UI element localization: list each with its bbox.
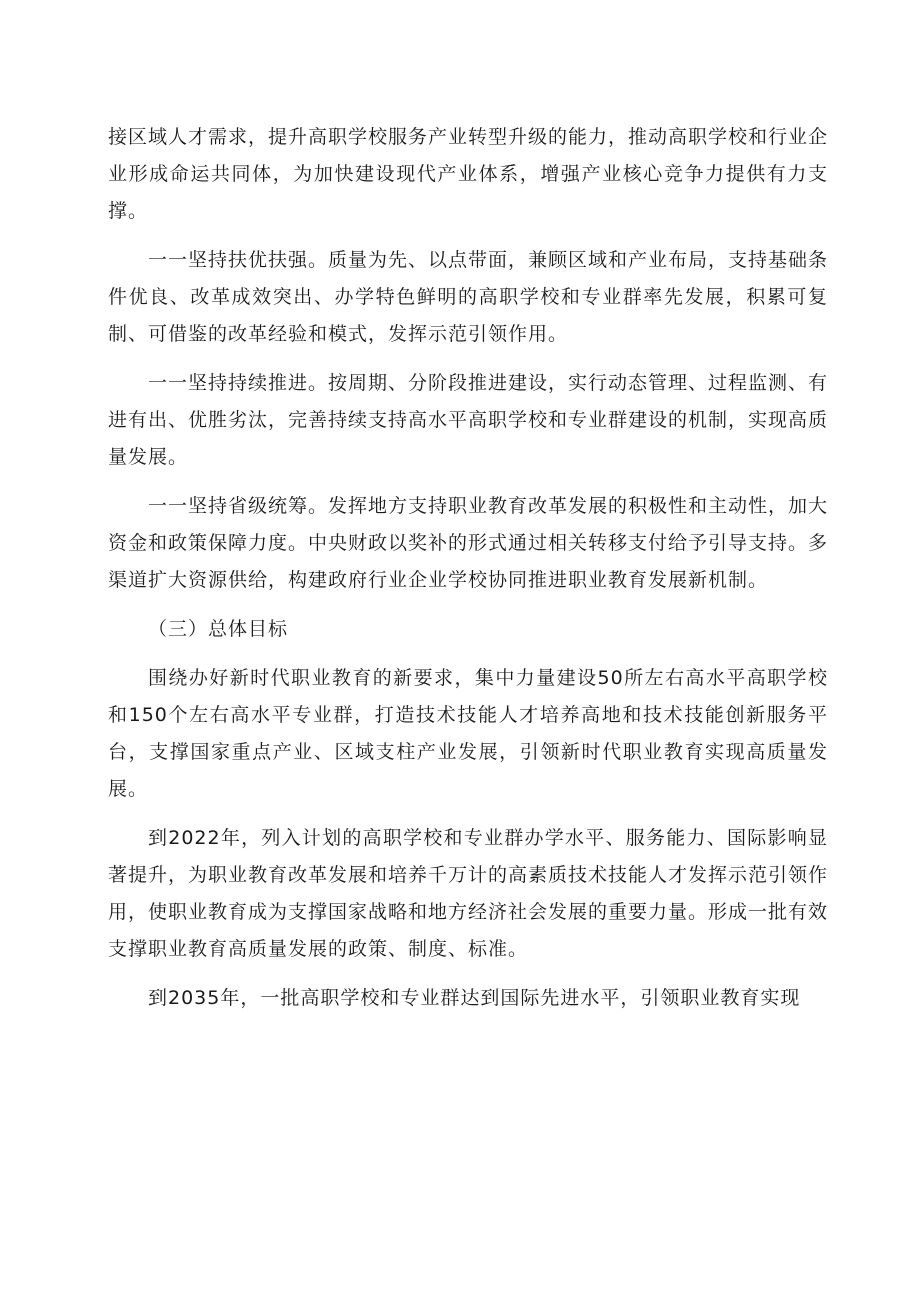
paragraph-continuation: 接区域人才需求，提升高职学校服务产业转型升级的能力，推动高职学校和行业企业形成命运共同体，为加快建设现代产业体系，增强产业核心竞争力提供有力支撑。 <box>108 126 829 222</box>
section-heading-overall-goal: （三）总体目标 <box>148 618 289 640</box>
paragraph-principle-provincial: 一一坚持省级统筹。发挥地方支持职业教育改革发展的积极性和主动性，加大资金和政策保障力度。中央财政以奖补的形式通过相关转移支付给予引导支持。多渠道扩大资源供给，构建政府行业企业学校协同推进职业教育发展新机制。 <box>108 495 829 591</box>
paragraph-principle-excellence: 一一坚持扶优扶强。质量为先、以点带面，兼顾区域和产业布局，支持基础条件优良、改革成效突出、办学特色鲜明的高职学校和专业群率先发展，积累可复制、可借鉴的改革经验和模式，发挥示范引领作用。 <box>108 249 829 345</box>
paragraph-principle-continuity: 一一坚持持续推进。按周期、分阶段推进建设，实行动态管理、过程监测、有进有出、优胜劣汰，完善持续支持高水平高职学校和专业群建设的机制，实现高质量发展。 <box>108 372 829 468</box>
paragraph-goal-2022: 到2022年，列入计划的高职学校和专业群办学水平、服务能力、国际影响显著提升，为职业教育改革发展和培养千万计的高素质技术技能人才发挥示范引领作用，使职业教育成为支撑国家战略和地方经济社会发展的重要力量。形成一批有效支撑职业教育高质量发展的政策、制度、标准。 <box>108 827 829 960</box>
paragraph-goal-intro: 围绕办好新时代职业教育的新要求，集中力量建设50所左右高水平高职学校和150个左右高水平专业群，打造技术技能人才培养高地和技术技能创新服务平台，支撑国家重点产业、区域支柱产业发展，引领新时代职业教育实现高质量发展。 <box>108 667 828 800</box>
paragraph-goal-2035: 到2035年，一批高职学校和专业群达到国际先进水平，引领职业教育实现 <box>148 987 801 1009</box>
document-page <box>108 119 828 1029</box>
